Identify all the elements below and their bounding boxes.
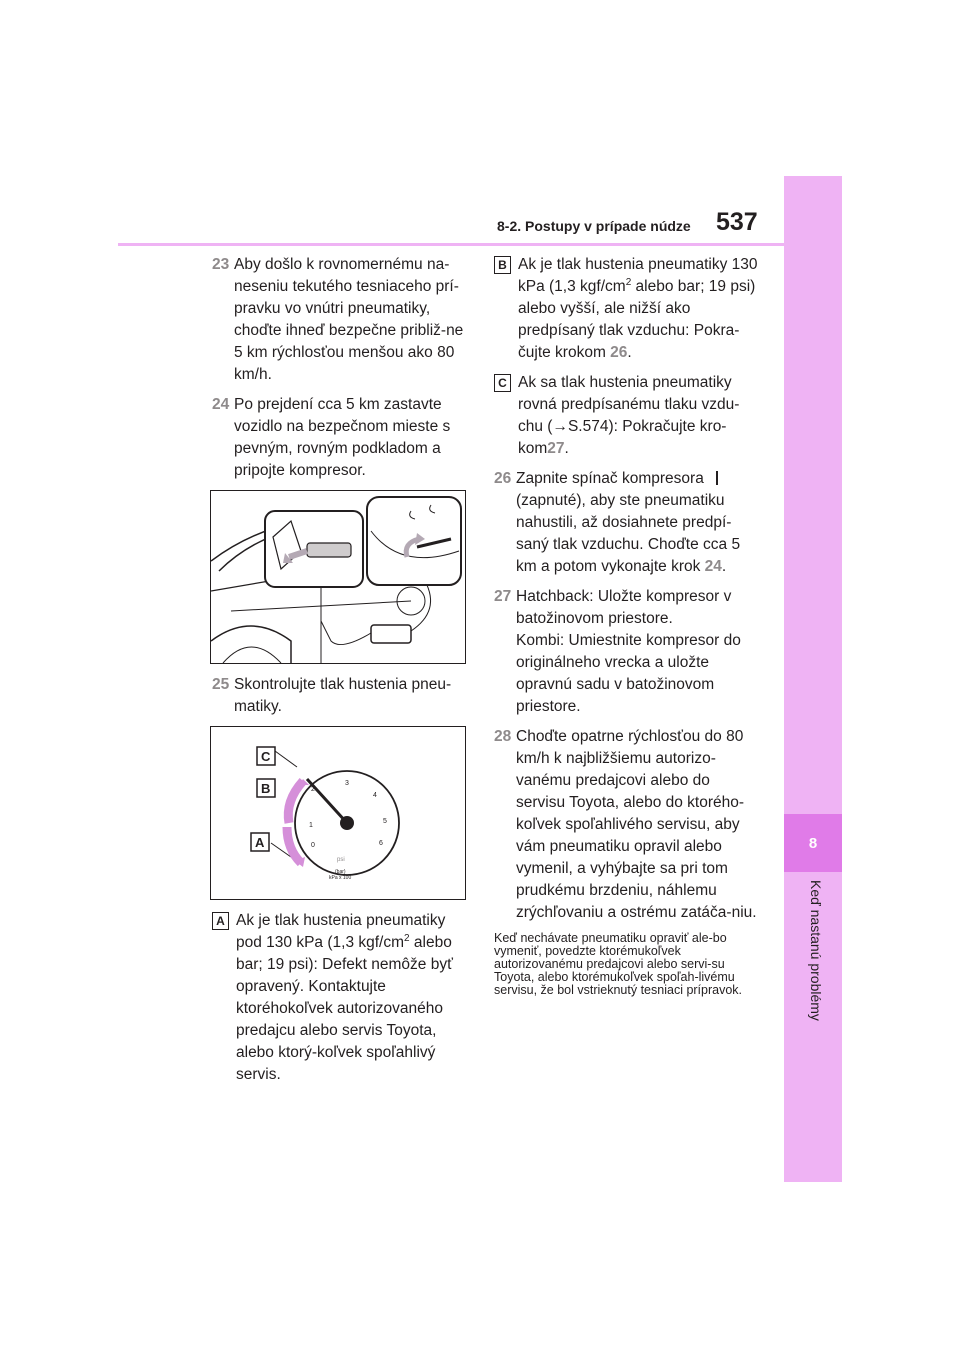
- gauge-label-a: A: [255, 835, 265, 850]
- step-23: [212, 254, 474, 386]
- header-divider: [118, 243, 784, 246]
- gauge-bar-unit: (bar): [335, 869, 346, 875]
- compressor-illustration: [210, 490, 466, 664]
- section-title: 8-2. Postupy v prípade núdze: [497, 218, 691, 234]
- step-text: Choďte opatrne rýchlosťou do 80 km/h k najbližšiemu autorizo-vanému predajcovi alebo do servisu Toyota, alebo do ktorého-koľvek spoľahlivého servisu, aby vám pneumatiku opravil alebo vymenil, a vyhýbajte sa pri tom prudkému brzdeniu, náhlemu zrýchľovaniu a ostrému zatáča-niu.: [516, 728, 757, 921]
- gauge-psi-unit: psi: [337, 857, 345, 863]
- step-28: [494, 726, 760, 924]
- chapter-title: Keď nastanú problémy: [808, 880, 824, 1021]
- gauge-bar-tick: 2: [311, 786, 315, 793]
- step-number: 28: [494, 728, 512, 745]
- step-text: Zapnite spínač kompresora (zapnuté), aby ste pneumatiku nahustili, až dosiahnete predpí-saný tlak vzduchu. Choďte cca 5 km a potom vykonajte krok 24.: [516, 470, 741, 575]
- left-column: [212, 254, 474, 1094]
- step-25: [212, 674, 474, 718]
- right-column: [494, 254, 760, 997]
- item-a-text: Ak je tlak hustenia pneumatiky pod 130 kPa (1,3 kgf/$cm^2$ alebo bar; 19 psi): Defekt nemôže byť opravený. Kontaktujte ktoréhokoľvek autorizovaného predajcu alebo servis Toyota, alebo ktorý-koľvek spoľahlivý servis.: [236, 912, 453, 1083]
- gauge-bar-tick: 1: [309, 822, 313, 829]
- gauge-label-b: B: [261, 781, 271, 796]
- step-24: [212, 394, 474, 482]
- step-number: 25: [212, 676, 230, 693]
- on-switch-icon: [716, 471, 718, 485]
- gauge-bar-tick: 6: [379, 840, 383, 847]
- gauge-bar-tick: 4: [373, 792, 377, 799]
- gauge-label-c: C: [261, 749, 271, 764]
- step-number: 24: [212, 396, 230, 413]
- compressor-illustration-icon: [211, 491, 465, 663]
- step-26: [494, 468, 760, 578]
- label-c-box: C: [494, 374, 511, 392]
- gauge-bar-tick: 5: [383, 818, 387, 825]
- chapter-number: 8: [784, 814, 842, 872]
- step-number: 27: [494, 588, 512, 605]
- note-text: Keď nechávate pneumatiku opraviť ale-bo vymeniť, povedzte ktorémukoľvek autorizovanému predajcovi alebo servi-su Toyota, alebo ktorémukoľvek spoľah-livému servisu, že bol vstrieknutý tesniaci prípravok.: [494, 931, 743, 997]
- step-text: Po prejdení cca 5 km zastavte vozidlo na bezpečnom mieste s pevným, rovným podkladom a pripojte kompresor.: [234, 396, 451, 479]
- step-text: Hatchback: Uložte kompresor v batožinovom priestore. Kombi: Umiestnite kompresor do originálneho vrecka a uložte opravnú sadu v batožinovom priestore.: [516, 588, 741, 715]
- step-number: 26: [494, 470, 512, 487]
- item-b: [494, 254, 760, 364]
- step-number: 23: [212, 256, 230, 273]
- item-c-text: Ak sa tlak hustenia pneumatiky rovná predpísanému tlaku vzdu-chu (→S.574): Pokračujte kro-kom27.: [518, 374, 740, 457]
- gauge-kpa-unit: kPa x 100: [329, 875, 352, 881]
- step-text: Skontrolujte tlak hustenia pneu-matiky.: [234, 676, 452, 715]
- step-text: Aby došlo k rovnomernému na-neseniu tekutého tesniaceho prí-pravku vo vnútri pneumatiky, choďte ihneď bezpečne približ-ne 5 km rýchlosťou menšou ako 80 km/h.: [234, 256, 464, 383]
- pressure-gauge-illustration: [210, 726, 466, 900]
- step-27: [494, 586, 760, 718]
- label-a-box: A: [212, 912, 229, 930]
- item-a: [212, 910, 474, 1086]
- gauge-bar-tick: 3: [345, 780, 349, 787]
- item-b-text: Ak je tlak hustenia pneumatiky 130 kPa (1,3 kgf/$cm^2$ alebo bar; 19 psi) alebo vyšší, ale nižší ako predpísaný tlak vzduchu: Pokra-čujte krokom 26.: [518, 256, 758, 361]
- gauge-bar-tick: 0: [311, 842, 315, 849]
- pressure-gauge-icon: [211, 727, 465, 899]
- item-c: [494, 372, 760, 460]
- label-b-box: B: [494, 256, 511, 274]
- page-number: 537: [716, 208, 758, 236]
